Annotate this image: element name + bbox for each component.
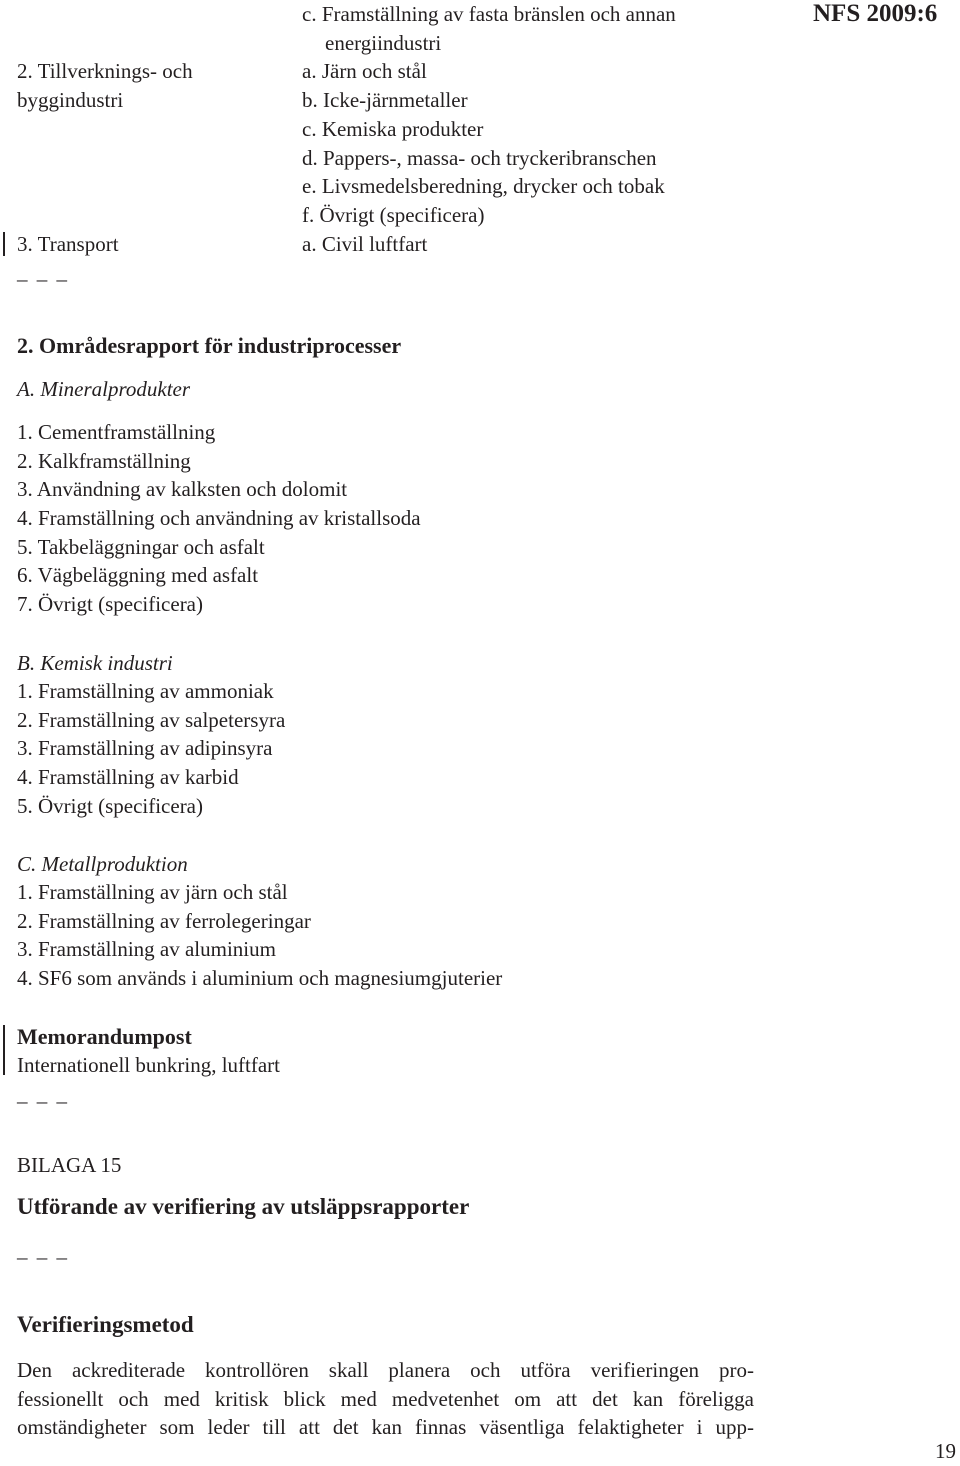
list-item: 4. Framställning och användning av kristallsoda [17, 506, 421, 531]
category-row [0, 230, 960, 259]
category-label: 2. Tillverknings- och [17, 59, 193, 84]
subcategory-label: f. Övrigt (specificera) [302, 202, 485, 227]
change-bar [3, 1025, 5, 1075]
list-item: 3. Framställning av aluminium [17, 937, 276, 962]
document-code: NFS 2009:6 [813, 0, 938, 27]
paragraph-line: omständigheter som leder till att det kan finnas väsentliga felaktigheter i upp- [17, 1415, 754, 1440]
subcategory-label: a. Järn och stål [302, 59, 427, 84]
list-item: 2. Framställning av ferrolegeringar [17, 908, 311, 933]
list-item: 5. Takbeläggningar och asfalt [17, 534, 265, 559]
category-label: 3. Transport [17, 231, 119, 256]
subcategory-label: a. Civil luftfart [302, 231, 428, 256]
subcategory-label: energiindustri [325, 30, 442, 55]
subcategory-label: b. Icke-järnmetaller [302, 88, 468, 113]
paragraph-line: fessionellt och med kritisk blick med medvetenhet om att det kan föreligga [17, 1386, 754, 1411]
category-row [0, 172, 960, 201]
category-row [0, 115, 960, 144]
section-title: 2. Områdesrapport för industriprocesser [17, 333, 402, 358]
list-item: 4. Framställning av karbid [17, 765, 239, 790]
list-item: 3. Framställning av adipinsyra [17, 736, 273, 761]
list-item: 5. Övrigt (specificera) [17, 793, 203, 818]
subcategory-label: e. Livsmedelsberedning, drycker och tobak [302, 174, 665, 199]
subcategory-label: c. Kemiska produkter [302, 116, 484, 141]
verification-title: Verifieringsmetod [17, 1312, 194, 1337]
separator: _ _ _ [17, 1082, 69, 1106]
page-number: 19 [935, 1439, 956, 1463]
list-item: 1. Framställning av ammoniak [17, 679, 274, 703]
list-item: 2. Framställning av salpetersyra [17, 707, 286, 732]
bilaga-title: Utförande av verifiering av utsläppsrapporter [17, 1194, 470, 1219]
list-item: 6. Vägbeläggning med asfalt [17, 563, 259, 588]
category-row [0, 201, 960, 230]
category-row [0, 29, 960, 58]
list-item: 4. SF6 som används i aluminium och magnesiumgjuterier [17, 966, 503, 991]
list-item: 3. Användning av kalksten och dolomit [17, 477, 348, 502]
category-row [0, 86, 960, 115]
category-row [0, 0, 960, 29]
category-label: byggindustri [17, 88, 124, 113]
separator: _ _ _ [17, 1238, 69, 1262]
group-heading: C. Metallproduktion [17, 852, 188, 876]
group-heading: B. Kemisk industri [17, 651, 173, 675]
group-list [17, 418, 421, 619]
category-row [0, 57, 960, 86]
list-item: 2. Kalkframställning [17, 448, 191, 473]
subcategory-label: d. Pappers-, massa- och tryckeribranschen [302, 145, 657, 170]
bilaga-label: BILAGA 15 [17, 1153, 122, 1177]
group-heading: A. Mineralprodukter [17, 377, 191, 401]
paragraph-line: Den ackrediterade kontrollören skall planera och utföra verifieringen pro- [17, 1358, 754, 1382]
category-row [0, 144, 960, 173]
verification-paragraph [17, 1356, 754, 1442]
separator: _ _ _ [17, 260, 69, 284]
memorandum-line: Internationell bunkring, luftfart [17, 1053, 281, 1077]
subcategory-label: c. Framställning av fasta bränslen och annan [302, 2, 676, 26]
list-item: 1. Cementframställning [17, 420, 216, 444]
group-list [17, 878, 502, 993]
memorandum-title: Memorandumpost [17, 1024, 192, 1049]
list-item: 7. Övrigt (specificera) [17, 592, 203, 617]
group-list [17, 677, 285, 820]
list-item: 1. Framställning av järn och stål [17, 880, 288, 904]
